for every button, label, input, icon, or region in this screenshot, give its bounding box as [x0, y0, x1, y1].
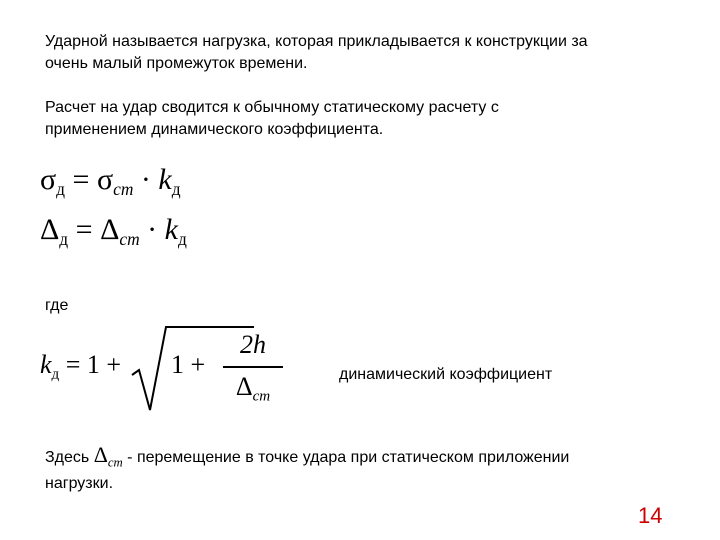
formula-delta-k: k: [164, 213, 178, 246]
formula-sigma-dot: ·: [140, 163, 151, 196]
formula-k-numerator: 2h: [240, 330, 266, 359]
formula-k: [40, 325, 300, 415]
formula-sigma-k-sub: д: [171, 179, 181, 200]
formula-sigma: [40, 163, 181, 206]
paragraph-definition: [45, 31, 588, 75]
paragraph-here: [45, 444, 569, 495]
page-number: 14: [638, 503, 663, 528]
formula-k-symbol: k: [40, 350, 52, 379]
formula-k-sub: д: [51, 366, 60, 383]
formula-delta-dot: ·: [147, 213, 158, 246]
formula-k-caption: динамический коэффициент: [339, 366, 553, 383]
paragraph-calculation-line-1: Расчет на удар сводится к обычному статическому расчету с: [45, 99, 499, 116]
formula-sigma-equals: =: [72, 163, 90, 196]
formula-k-inner: 1 +: [171, 350, 206, 379]
formula-delta-rhs: Δ: [100, 213, 120, 246]
formula-sigma-k: k: [158, 163, 172, 196]
formula-delta-k-sub: д: [177, 229, 187, 250]
paragraph-calculation: [45, 97, 499, 141]
formula-k-equals: = 1 +: [65, 350, 122, 379]
paragraph-here-prefix: Здесь: [45, 449, 90, 466]
formula-delta-lhs-sub: д: [59, 229, 69, 250]
formula-sigma-lhs: σ: [40, 163, 57, 196]
fraction-bar: [223, 366, 283, 368]
formula-delta-rhs-sub: ст: [119, 229, 140, 250]
paragraph-definition-line-1: Ударной называется нагрузка, которая прикладывается к конструкции за: [45, 33, 588, 50]
paragraph-here-line-2: нагрузки.: [45, 475, 114, 493]
paragraph-calculation-line-2: применением динамического коэффициента.: [45, 121, 384, 138]
formula-delta: [40, 213, 187, 256]
formula-delta-equals: =: [75, 213, 93, 246]
paragraph-here-delta: Δ: [93, 442, 108, 467]
where-label: где: [45, 297, 69, 314]
formula-sigma-lhs-sub: д: [56, 179, 66, 200]
paragraph-here-delta-sub: ст: [107, 455, 123, 470]
formula-sigma-rhs: σ: [96, 163, 114, 196]
paragraph-definition-line-2: очень малый промежуток времени.: [45, 55, 308, 72]
formula-k-denominator-sub: ст: [252, 388, 271, 405]
formula-sigma-rhs-sub: ст: [113, 179, 134, 200]
formula-delta-lhs: Δ: [40, 213, 60, 246]
formula-k-denominator: Δ: [235, 372, 253, 401]
paragraph-here-rest: - перемещение в точке удара при статическом приложении: [127, 449, 570, 466]
